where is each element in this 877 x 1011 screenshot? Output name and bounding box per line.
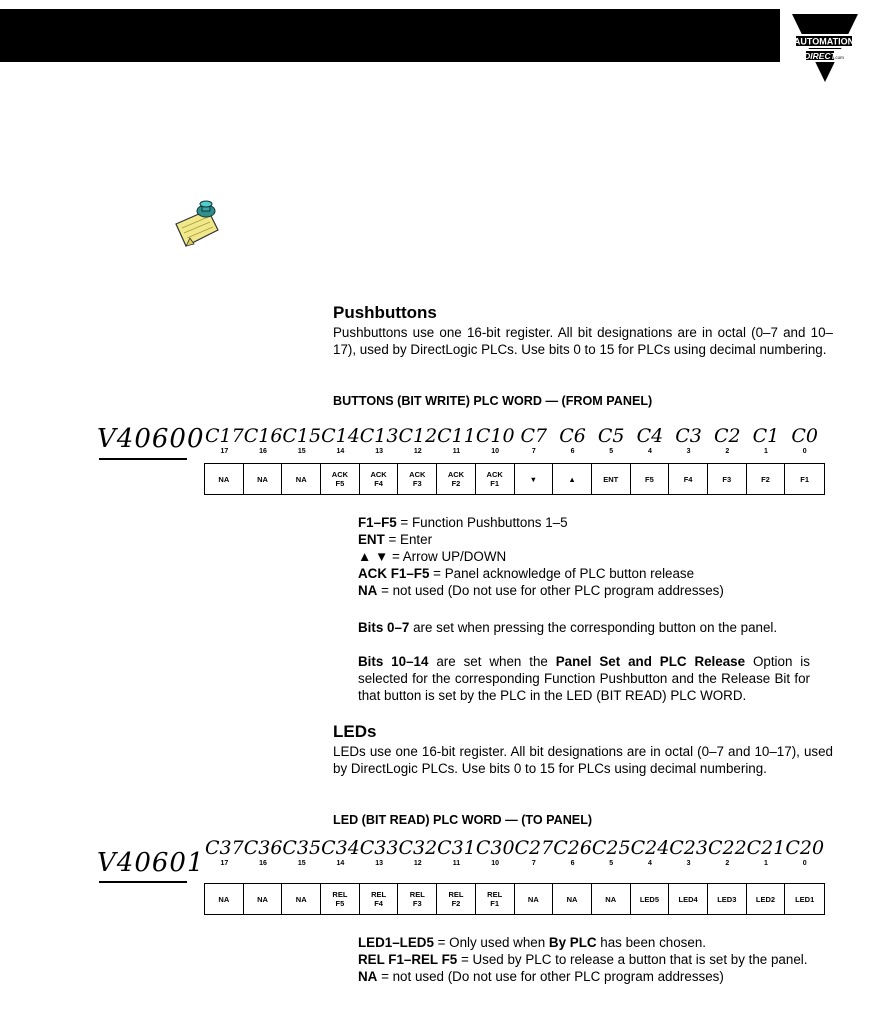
handwritten-label: C27 — [514, 837, 554, 859]
bit-number: 10 — [491, 860, 500, 867]
register-cell: NA — [515, 884, 554, 914]
register-cell: NA — [282, 464, 321, 494]
legend-item: ▲ ▼ = Arrow UP/DOWN — [358, 549, 507, 564]
leds-title: LEDs — [333, 722, 377, 741]
bit-number: 12 — [413, 448, 422, 455]
register-cell: LED1 — [795, 894, 815, 904]
bit-number: 13 — [375, 860, 383, 867]
bit-number: 11 — [452, 860, 461, 867]
bit-number: 17 — [220, 448, 229, 455]
bit-number: 0 — [802, 860, 807, 867]
handwritten-label: C33 — [359, 837, 399, 859]
register-cell: LED3 — [708, 884, 747, 914]
register-cell: F2 — [747, 464, 786, 494]
leds-handwritten-row — [205, 837, 824, 859]
bit-number: 10 — [491, 448, 500, 455]
bit-number: 4 — [647, 448, 652, 455]
register-cell: ACK F1 — [476, 464, 515, 494]
handwritten-label: C35 — [282, 837, 322, 859]
logo-suffix: .com — [834, 55, 844, 60]
leds-v-address: V40601 — [97, 848, 205, 878]
handwritten-label: C5 — [597, 425, 625, 447]
logo-line2: DIRECT — [804, 51, 836, 61]
buttons-register-table — [204, 463, 825, 495]
handwritten-label: C4 — [636, 425, 664, 447]
register-cell: NA — [244, 884, 283, 914]
handwritten-label: C12 — [398, 425, 438, 447]
handwritten-label: C24 — [630, 837, 670, 859]
register-cell: F4 — [669, 464, 708, 494]
register-cell: F3 — [708, 464, 747, 494]
register-cell: ACK F3 — [398, 464, 437, 494]
legend-item: ENT = Enter — [358, 532, 433, 547]
header-bar — [0, 9, 780, 62]
leds-v-address-underline — [99, 881, 187, 883]
buttons-v-address: V40600 — [97, 424, 205, 454]
bit-number: 3 — [686, 448, 691, 455]
handwritten-label: C21 — [746, 837, 786, 859]
handwritten-label: C30 — [475, 837, 515, 859]
bit-number: 12 — [413, 860, 422, 867]
register-cell: LED4 — [669, 884, 708, 914]
handwritten-label: C1 — [752, 425, 780, 447]
handwritten-label: C13 — [359, 425, 399, 447]
register-cell: REL F4 — [360, 884, 399, 914]
pushbuttons-description: Pushbuttons use one 16-bit register. All bit designations are in octal (0–7 and 10–17), used by DirectLogic PLCs. Use bits 0 to 15 for PLCs using decimal numbering. — [333, 325, 833, 357]
register-cell: LED5 — [631, 884, 670, 914]
register-cell: NA — [244, 464, 283, 494]
bit-number: 4 — [647, 860, 652, 867]
register-cell: REL F3 — [398, 884, 437, 914]
register-cell: REL F2 — [437, 884, 476, 914]
legend-item: NA = not used (Do not use for other PLC program addresses) — [358, 969, 724, 984]
register-cell: ACK F4 — [360, 464, 399, 494]
handwritten-label: C23 — [669, 837, 708, 859]
bit-number: 13 — [375, 448, 383, 455]
handwritten-label: C3 — [675, 425, 702, 447]
handwritten-label: C25 — [591, 837, 631, 859]
logo-line1: AUTOMATION — [793, 36, 855, 47]
bit-number: 1 — [764, 448, 768, 455]
handwritten-label: C15 — [282, 425, 322, 447]
legend-item: LED1–LED5 = Only used when By PLC has been chosen. — [358, 935, 706, 950]
handwritten-label: C22 — [707, 837, 747, 859]
handwritten-label: C37 — [205, 837, 244, 859]
bit-number: 1 — [764, 860, 768, 867]
bit-number: 7 — [531, 860, 536, 867]
leds-register-table — [204, 883, 825, 915]
handwritten-label: C34 — [321, 837, 360, 859]
register-cell: ACK F5 — [321, 464, 360, 494]
bits-0-7-note: Bits 0–7 are set when pressing the corresponding button on the panel. — [358, 620, 778, 635]
bit-number: 5 — [609, 448, 614, 455]
handwritten-label: C11 — [437, 425, 476, 447]
handwritten-label: C36 — [243, 837, 283, 859]
handwritten-label: C7 — [520, 425, 548, 447]
buttons-handwritten-row — [205, 425, 824, 447]
bit-number: 3 — [686, 860, 691, 867]
handwritten-label: C14 — [321, 425, 360, 447]
legend-item: REL F1–REL F5 = Used by PLC to release a button that is set by the panel. — [358, 952, 808, 967]
register-cell: NA — [553, 884, 592, 914]
bit-number: 2 — [725, 860, 730, 867]
bit-number: 5 — [609, 860, 614, 867]
bit-number: 2 — [725, 448, 730, 455]
bit-number: 11 — [452, 448, 461, 455]
handwritten-label: C0 — [791, 425, 818, 447]
bit-number: 14 — [336, 860, 345, 867]
led-word-title: LED (BIT READ) PLC WORD — (TO PANEL) — [333, 813, 593, 827]
buttons-legend — [358, 514, 724, 599]
bit-number: 6 — [570, 448, 575, 455]
register-cell: REL F1 — [476, 884, 515, 914]
leds-bit-numbers — [205, 860, 824, 867]
register-cell: REL F5 — [321, 884, 360, 914]
handwritten-label: C10 — [475, 425, 515, 447]
note-pin-icon — [170, 200, 230, 252]
handwritten-label: C31 — [437, 837, 476, 859]
handwritten-label: C26 — [553, 837, 592, 859]
handwritten-label: C17 — [205, 425, 244, 447]
buttons-word-title: BUTTONS (BIT WRITE) PLC WORD — (FROM PANEL) — [333, 394, 653, 408]
handwritten-label: C2 — [713, 425, 741, 447]
register-cell: NA — [205, 884, 244, 914]
bit-number: 7 — [531, 448, 536, 455]
leds-description: LEDs use one 16-bit register. All bit designations are in octal (0–7 and 10–17), used by DirectLogic PLCs. Use bits 0 to 15 for PLCs using decimal numbering. — [333, 744, 833, 776]
bit-number: 14 — [336, 448, 345, 455]
register-cell: NA — [592, 884, 631, 914]
register-cell: ENT — [592, 464, 631, 494]
register-cell: ▼ — [515, 464, 554, 494]
bit-number: 6 — [570, 860, 575, 867]
buttons-bit-numbers — [205, 448, 824, 455]
handwritten-label: C6 — [559, 425, 586, 447]
automation-direct-logo — [790, 10, 860, 84]
register-cell: LED2 — [747, 884, 786, 914]
legend-item: F1–F5 = Function Pushbuttons 1–5 — [358, 515, 568, 530]
register-cell: F5 — [631, 464, 670, 494]
bit-number: 16 — [259, 448, 267, 455]
bit-number: 15 — [297, 860, 306, 867]
handwritten-label: C20 — [785, 837, 825, 859]
handwritten-label: C16 — [243, 425, 283, 447]
register-cell: NA — [282, 884, 321, 914]
pushbuttons-title: Pushbuttons — [333, 303, 437, 322]
bits-10-14-note: Bits 10–14 are set when the Panel Set and PLC Release Option is selected for the corresponding Function Pushbutton and the Release Bit for that button is set by the PLC in the LED (BIT READ) PLC WORD. — [358, 654, 810, 703]
bit-number: 0 — [802, 448, 807, 455]
leds-legend — [358, 934, 810, 985]
bit-number: 16 — [259, 860, 267, 867]
register-cell: ▲ — [553, 464, 592, 494]
bit-number: 17 — [220, 860, 229, 867]
register-cell: F1 — [800, 474, 810, 484]
register-cell: ACK F2 — [437, 464, 476, 494]
handwritten-label: C32 — [398, 837, 438, 859]
buttons-v-address-underline — [99, 458, 187, 460]
legend-item: NA = not used (Do not use for other PLC program addresses) — [358, 583, 724, 598]
register-cell: NA — [205, 464, 244, 494]
legend-item: ACK F1–F5 = Panel acknowledge of PLC button release — [358, 566, 695, 581]
bit-number: 15 — [297, 448, 306, 455]
